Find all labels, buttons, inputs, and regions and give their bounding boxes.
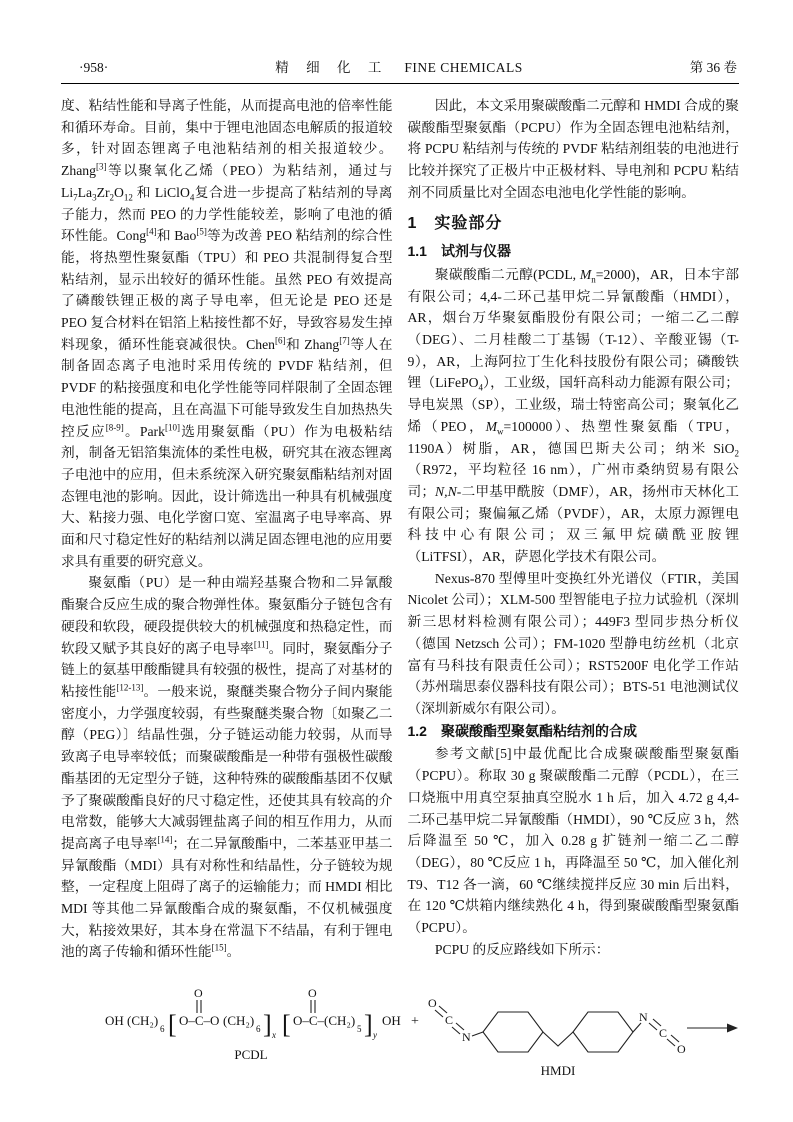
paragraph-synthesis: 参考文献[5]中最优配比合成聚碳酸酯型聚氨酯（PCPU）。称取 30 g 聚碳酸酯二元醇（PCDL），在三口烧瓶中用真空泵抽真空脱水 1 h 后，加入 4.72 g 4,4-二环己基甲烷二异氰酸酯（HMDI），90 ℃反应 3 h，然后降温至 50 ℃，加入 0.28 g 扩链剂一缩二乙二醇（DEG），80 ℃反应 1 h，再降温至 50 ℃，加入催化剂 T9、T12 各一滴，60 ℃继续搅拌反应 30 min 后出料，在 120 ℃烘箱内继续熟化 4 h，得到聚碳酸酯型聚氨酯（PCPU）。 [407,746,739,936]
subscript-5: 5 [357,1024,362,1034]
isocyanate-nitrogen: N [462,1030,471,1044]
volume-label: 第 36 卷 [689,60,737,75]
double-bond-line [671,1035,679,1042]
methylene-bridge [543,1032,573,1046]
ester-chain-label: O–C– [293,1013,325,1028]
header-rule [61,83,739,84]
isocyanate-nitrogen: N [639,1010,648,1024]
running-head [61,56,739,76]
page-content [61,56,739,1101]
paragraph-scheme-intro: PCPU 的反应路线如下所示： [434,941,610,957]
carbonate-chain-label: O–C–O [179,1013,220,1028]
section-1-2-heading: 1.2 聚碳酸酯型聚氨酯粘结剂的合成 [407,722,637,739]
double-bond-line [452,1027,460,1034]
double-bond-line [667,1039,675,1046]
bracket-open: [ [168,1010,177,1039]
reaction-arrow [687,1024,738,1033]
paragraph-reagents: 聚碳酸酯二元醇(PCDL, $M_n=2000$)，AR，日本宇部有限公司；4,4-二环己基甲烷二异氰酸酯（HMDI），AR，烟台万华聚氨酯股份有限公司；一缩二乙二醇（DEG）、二月桂酸二丁基锡（T-12）、辛酸亚锡（T-9），AR，上海阿拉丁生化科技股份有限公司；磷酸铁锂（LiFePO$_4$），工业级，国轩高科动力能源有限公司；导电炭黑（SP），工业级，瑞士特密高公司；聚氧化乙烯（PEO，$M_w=100000$）、热塑性聚氨酯（TPU，1190A）树脂，AR，德国巴斯夫公司；纳米 SiO$_2$（R972，平均粒径 16 nm），广州市桑纳贸易有限公司；N,N-二甲基甲酰胺（DMF），AR，扬州市天林化工有限公司；聚偏氟乙烯（PVDF），AR，太原力源锂电科技中心有限公司；双三氟甲烷磺酰亚胺锂（LiTFSI），AR，萨恩化学技术有限公司。 [407,266,739,565]
body-columns [61,95,739,973]
single-bond-line [633,1023,641,1032]
double-bond-line [653,1019,661,1026]
double-bond-line [439,1006,447,1013]
cyclohexane-ring [573,1012,633,1052]
isocyanate-carbon: C [445,1013,454,1027]
reaction-scheme [61,983,739,1101]
isocyanate-oxygen: O [428,996,437,1010]
right-column [408,95,740,973]
ch2-group-label: (CH₂) [127,1013,159,1028]
ch2-group-label: (CH₂) [324,1013,356,1028]
bracket-close: ] [364,1010,373,1039]
double-bond-line [649,1023,657,1030]
ch2-group-label: (CH₂) [223,1013,255,1028]
subscript-y: y [373,1030,377,1040]
hydroxyl-right-label: OH [382,1013,401,1028]
carbonyl-oxygen: O [308,986,317,1000]
cyclohexane-ring [483,1012,543,1052]
bracket-close: ] [263,1010,272,1039]
pcdl-structure [105,986,401,1062]
paragraph-intro-continued: 度、粘结性能和导离子性能，从而提高电池的倍率性能和循环寿命。目前，集中于锂电池固态电解质的报道较多，针对固态锂离子电池粘结剂的相关报道较少。Zhang[3]等以聚氧化乙烯（PEO）为粘结剂，通过与 $Li_7La_3Zr_2O_{12}$ 和 LiClO$_4$复合进一步提高了粘结剂的导离子能力，然而 PEO 的力学性能较差，影响了电池的循环性能。Cong[4]和 Bao[5]等为改善 PEO 粘结剂的综合性能，将热塑性聚氨酯（TPU）和 PEO 共混制得复合型粘结剂，显示出较好的循环性能。虽然 PEO 有效提高了磷酸铁锂正极的离子导电率，但无论是 PEO 还是 PEO 复合材料在铝箔上粘接性都不好，导致容易发生掉料现象，循环性能衰减很快。Chen[6]和 Zhang[7]等人在制备固态离子电池时采用传统的 PVDF 粘结剂，但 PVDF 的粘接强度和电化学性能等同样限制了全固态锂电池性能的提高，且在高温下可能导致发生自加热热失控反应[8-9]。Park[10]选用聚氨酯（PU）作为电极粘结剂，制备无铝箔集流体的柔性电极，研究其在液态锂离子电池中的应用，但未系统深入研究聚氨酯粘结剂对固态锂电池的影响。因此，设计筛选出一种具有机械强度大、粘接力强、电化学窗口宽、室温离子电导率高、界面和尺寸稳定性好的粘结剂以满足固态锂电池的应用要求具有重要的研究意义。 [61,98,393,569]
paragraph-this-work: 因此，本文采用聚碳酸酯二元醇和 HMDI 合成的聚碳酸酯型聚氨酯（PCPU）作为全固态锂电池粘结剂，将 PCPU 粘结剂与传统的 PVDF 粘结剂组装的电池进行比较并探究了正极片中正极材料、导电剂和 PCPU 粘结剂不同质量比对全固态电池电化学性能的影响。 [407,98,739,200]
isocyanate-carbon: C [659,1026,668,1040]
paragraph-pu-background: 聚氨酯（PU）是一种由端羟基聚合物和二异氰酸酯聚合反应生成的聚合物弹性体。聚氨酯分子链包含有硬段和软段，硬段提供较大的机械强度和热稳定性，而软段又赋予其良好的离子电导率[11]。同时，聚氨酯分子链上的氨基甲酸酯键具有较强的极性，提高了对基材的粘接性能[12-13]。一般来说，聚醚类聚合物分子间内聚能密度小，力学强度较弱，有些聚醚类聚合物〔如聚乙二醇（PEG）〕结晶性强，分子链运动能力较弱，从而导致离子电导率较低；而聚碳酸酯是一种带有强极性碳酸酯基团的无定型分子链，这种特殊的碳酸酯基团不仅赋予了聚碳酸酯良好的尺寸稳定性，还使其具有较高的介电常数，能够大大减弱锂盐离子间的相互作用力，从而提高离子电导率[14]；在二异氰酸酯中，二苯基亚甲基二异氰酸酯（MDI）具有对称性和结晶性，分子链较为规整，一定程度上阻碍了离子的运输能力；而 HMDI 相比 MDI 等其他二异氰酸酯合成的聚氨酯，不仅机械强度大，粘接效果好，其本身在常温下不结晶，有利于锂电池的离子传输和循环性能[15]。 [61,575,393,960]
subscript-6: 6 [160,1024,165,1034]
bracket-open: [ [282,1010,291,1039]
journal-title-en: FINE CHEMICALS [404,60,523,75]
left-column [61,95,393,973]
page-number: ·958· [79,60,109,75]
pcdl-label: PCDL [234,1047,268,1062]
subscript-6: 6 [256,1024,261,1034]
paragraph-instruments: Nexus-870 型傅里叶变换红外光谱仪（FTIR，美国 Nicolet 公司）；XLM-500 型智能电子拉力试验机（深圳新三思材料检测有限公司）；449F3 型同步热分析仪（德国 Netzsch 公司）；FM-1020 型静电纺丝机（北京富有马科技有限责任公司）；RST5200F 电化学工作站（苏州瑞思泰仪器科技有限公司）；BTS-51 电池测试仪（深圳新威尔有限公司）。 [407,570,739,716]
hmdi-label: HMDI [540,1063,576,1078]
double-bond-line [435,1010,443,1017]
subscript-x: x [272,1030,276,1040]
section-1-1-heading: 1.1 试剂与仪器 [407,243,511,260]
journal-title-cn: 精 细 化 工 [275,60,389,75]
double-bond-line [456,1023,464,1030]
carbonyl-oxygen: O [194,986,203,1000]
journal-title [275,56,523,76]
single-bond-line [472,1032,483,1036]
section-1-heading: 1 实验部分 [407,214,503,232]
hydroxyl-left-label: OH [105,1013,124,1028]
reaction-scheme-svg [61,983,739,1101]
arrow-head [727,1024,738,1033]
plus-sign: + [411,1014,419,1029]
isocyanate-oxygen: O [677,1042,686,1056]
hmdi-structure [428,996,686,1078]
